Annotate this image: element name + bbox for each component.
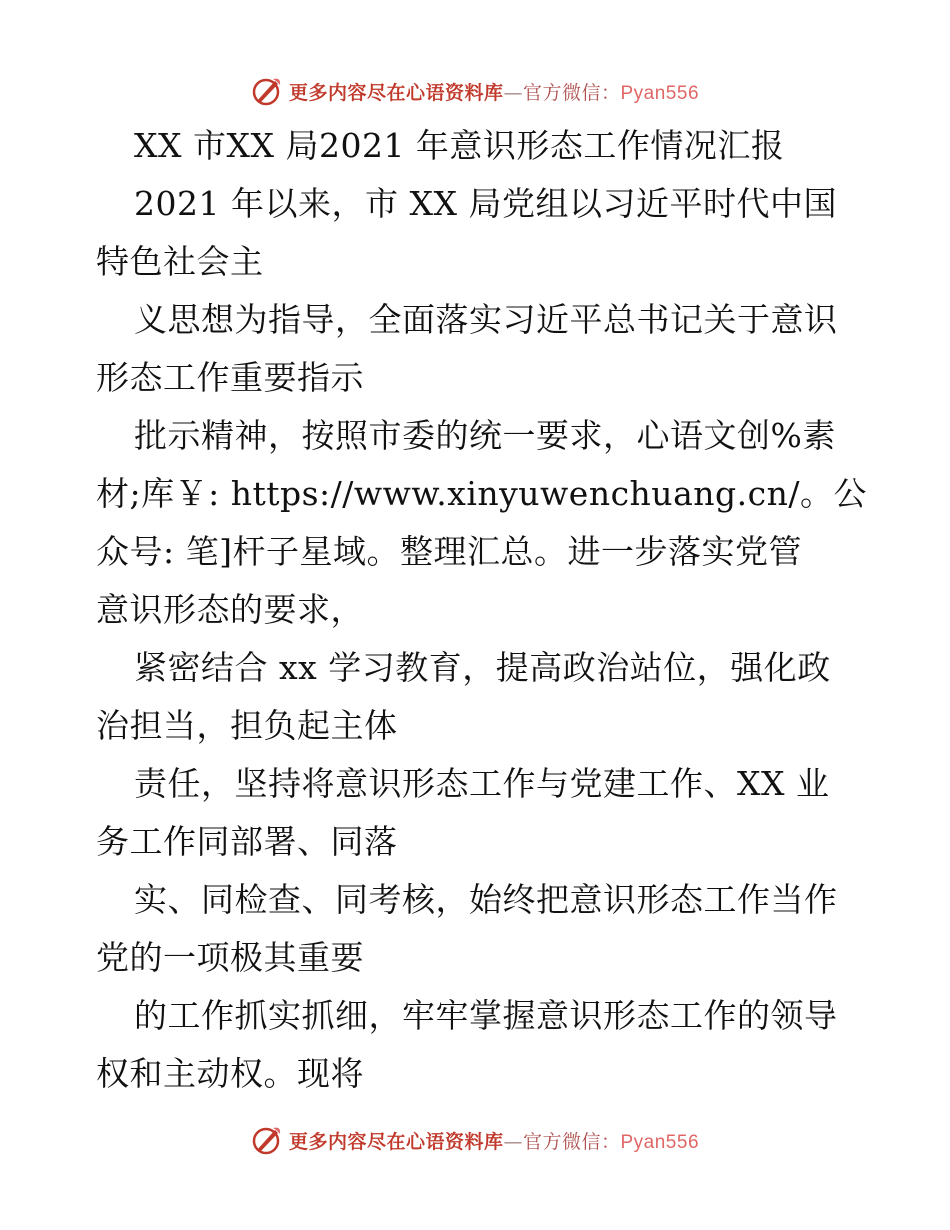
text-line: 紧密结合 xx 学习教育，提高政治站位，强化政 <box>134 648 831 687</box>
banner-main-text: 更多内容尽在心语资料库 <box>288 81 504 104</box>
text-line: 党的一项极其重要 <box>96 938 364 977</box>
banner-wechat-label: 官方微信： <box>522 81 621 104</box>
text-line: 治担当，担负起主体 <box>96 706 398 745</box>
banner-text <box>289 78 699 105</box>
text-line: 批示精神，按照市委的统一要求，心语文创%素 <box>134 416 836 455</box>
text-line: 材;库￥: https://www.xinyuwenchuang.cn/。公 <box>96 474 867 513</box>
quill-logo-icon <box>251 1124 283 1156</box>
banner-main-text: 更多内容尽在心语资料库 <box>288 1130 504 1153</box>
banner-wechat-id: Pyan556 <box>620 82 700 104</box>
text-line: 的工作抓实抓细，牢牢掌握意识形态工作的领导 <box>134 996 838 1035</box>
document-title: XX 市XX 局2021 年意识形态工作情况汇报 <box>134 126 785 165</box>
banner-wechat-label: 官方微信： <box>522 1130 621 1153</box>
banner-wechat-id: Pyan556 <box>620 1131 700 1153</box>
banner-dash: — <box>503 81 523 104</box>
banner-dash: — <box>503 1130 523 1153</box>
text-line: 形态工作重要指示 <box>96 358 364 397</box>
text-line: 务工作同部署、同落 <box>96 822 398 861</box>
quill-logo-icon <box>251 75 283 107</box>
text-line: 义思想为指导，全面落实习近平总书记关于意识 <box>134 300 838 339</box>
banner-text <box>289 1127 699 1154</box>
footer-watermark-banner <box>0 1120 950 1160</box>
text-line: 实、同检查、同考核，始终把意识形态工作当作 <box>134 880 838 919</box>
header-watermark-banner <box>0 71 950 111</box>
text-line: 2021 年以来，市 XX 局党组以习近平时代中国 <box>134 184 837 223</box>
text-line: 特色社会主 <box>96 242 264 281</box>
text-line: 权和主动权。现将 <box>96 1054 364 1093</box>
document-body <box>96 117 866 1103</box>
text-line: 意识形态的要求， <box>96 590 364 629</box>
text-line: 责任，坚持将意识形态工作与党建工作、XX 业 <box>134 764 830 803</box>
text-line: 众号: 笔]杆子星域。整理汇总。进一步落实党管 <box>96 532 802 571</box>
